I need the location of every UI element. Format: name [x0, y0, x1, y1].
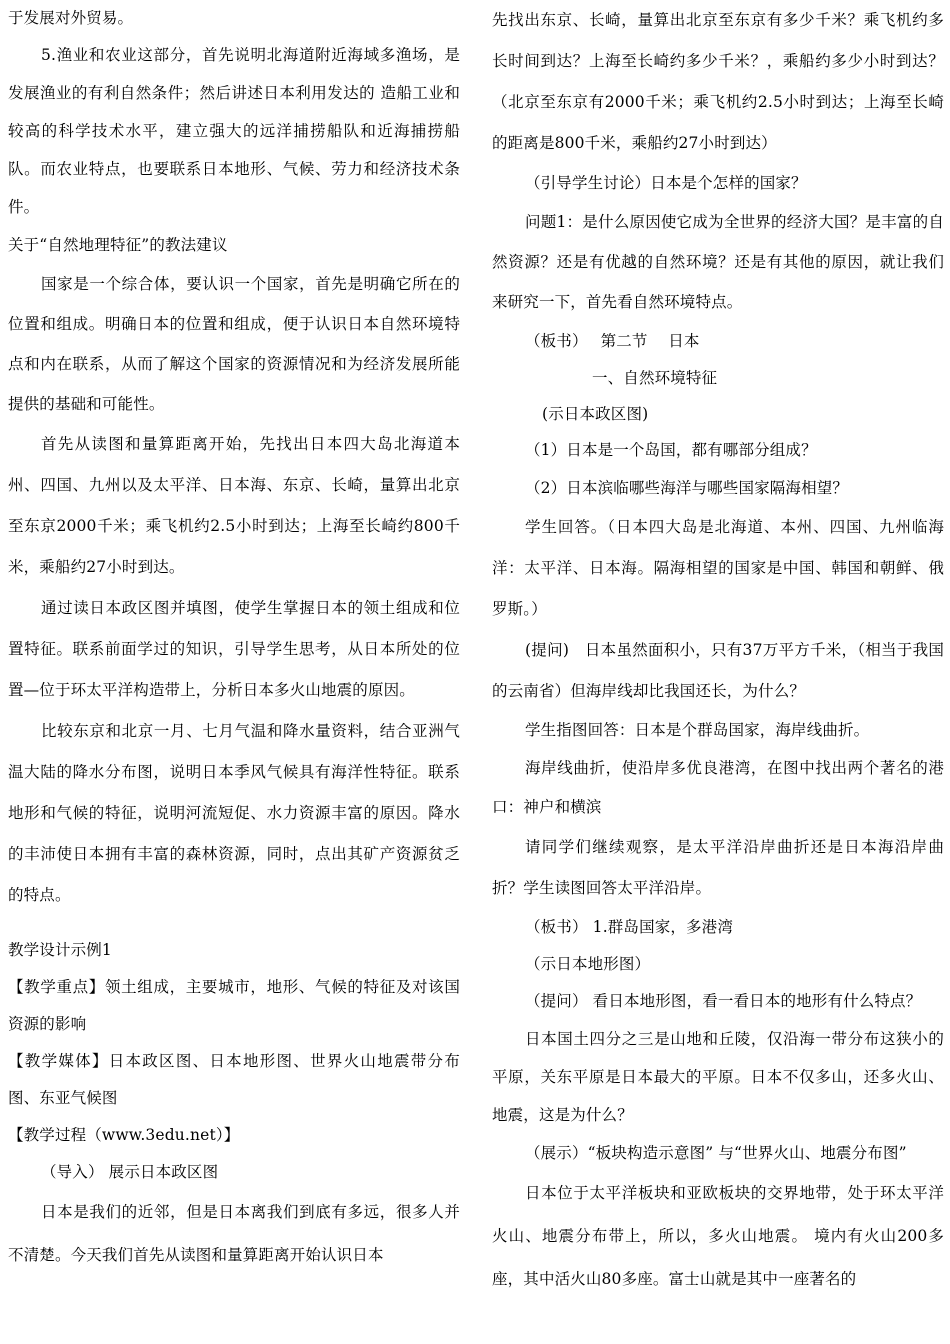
- right-text-column: [492, 0, 944, 1301]
- paragraph: （导入） 展示日本政区图: [41, 1163, 219, 1181]
- paragraph: 5.渔业和农业这部分，首先说明北海道附近海域多渔场，是发展渔业的有利自然条件；然后讲述日本利用发达的 造船工业和较高的科学技术水平，建立强大的远洋捕捞船队和近海捕捞船队。而农业特点，也要联系日本地形、气候、劳力和经济技术条件。: [8, 46, 460, 216]
- paragraph: 比较东京和北京一月、七月气温和降水量资料，结合亚洲气温大陆的降水分布图，说明日本季风气候具有海洋性特征。联系地形和气候的特征，说明河流短促、水力资源丰富的原因。降水的丰沛使日本拥有丰富的森林资源，同时，点出其矿产资源贫乏的特点。: [8, 722, 460, 904]
- paragraph: (提问) 日本虽然面积小，只有37万平方千米，（相当于我国的云南省）但海岸线却比我国还长，为什么？: [492, 641, 944, 700]
- paragraph: 通过读日本政区图并填图，使学生掌握日本的领土组成和位置特征。联系前面学过的知识，引导学生思考，从日本所处的位置—位于环太平洋构造带上，分析日本多火山地震的原因。: [8, 599, 460, 699]
- paragraph: 关于“自然地理特征”的教法建议: [8, 236, 228, 254]
- paragraph: 日本是我们的近邻，但是日本离我们到底有多远，很多人并不清楚。今天我们首先从读图和量算距离开始认识日本: [8, 1203, 460, 1264]
- paragraph: （板书） 第二节 日本: [525, 332, 700, 350]
- paragraph: （1）日本是一个岛国，都有哪部分组成？: [525, 441, 817, 459]
- paragraph: （提问） 看日本地形图，看一看日本的地形有什么特点？: [525, 992, 922, 1010]
- paragraph: 于发展对外贸易。: [8, 9, 134, 27]
- paragraph: （2）日本滨临哪些海洋与哪些国家隔海相望？: [525, 479, 849, 497]
- paragraph: （引导学生讨论）日本是个怎样的国家？: [525, 174, 807, 192]
- paragraph: 日本国土四分之三是山地和丘陵，仅沿海一带分布这狭小的平原，关东平原是日本最大的平原。日本不仅多山，还多火山、地震，这是为什么？: [492, 1030, 944, 1124]
- paragraph: （板书） 1.群岛国家，多港湾: [525, 918, 733, 936]
- paragraph: 首先从读图和量算距离开始，先找出日本四大岛北海道本州、四国、九州以及太平洋、日本海、东京、长崎，量算出北京至东京2000千米；乘飞机约2.5小时到达；上海至长崎约800千米，乘船约27小时到达。: [8, 435, 460, 576]
- paragraph: 日本位于太平洋板块和亚欧板块的交界地带，处于环太平洋火山、地震分布带上，所以，多火山地震。 境内有火山200多座，其中活火山80多座。富士山就是其中一座著名的: [492, 1184, 944, 1288]
- paragraph: 【教学过程（www.3edu.net）】: [8, 1126, 240, 1144]
- paragraph: 先找出东京、长崎，量算出北京至东京有多少千米？乘飞机约多长时间到达？上海至长崎约多少千米？，乘船约多少小时到达？（北京至东京有2000千米；乘飞机约2.5小时到达；上海至长崎的距离是800千米，乘船约27小时到达）: [492, 11, 944, 152]
- paragraph: （示日本地形图）: [525, 955, 651, 973]
- paragraph: 请同学们继续观察，是太平洋沿岸曲折还是日本海沿岸曲折？学生读图回答太平洋沿岸。: [492, 838, 944, 897]
- paragraph: 一、自然环境特征: [592, 369, 718, 387]
- paragraph: 问题1：是什么原因使它成为全世界的经济大国？是丰富的自然资源？还是有优越的自然环境？还是有其他的原因，就让我们来研究一下，首先看自然环境特点。: [492, 213, 944, 311]
- paragraph: 【教学媒体】日本政区图、日本地形图、世界火山地震带分布图、东亚气候图: [8, 1052, 460, 1107]
- paragraph: (示日本政区图): [542, 405, 649, 423]
- paragraph: 教学设计示例1: [8, 941, 112, 959]
- paragraph: 【教学重点】领土组成，主要城市，地形、气候的特征及对该国资源的影响: [8, 978, 460, 1033]
- left-text-column: [8, 0, 460, 1277]
- paragraph: 学生指图回答：日本是个群岛国家，海岸线曲折。: [525, 721, 870, 739]
- paragraph: 海岸线曲折，使沿岸多优良港湾，在图中找出两个著名的港口：神户和横滨: [492, 759, 944, 816]
- paragraph: 国家是一个综合体，要认识一个国家，首先是明确它所在的位置和组成。明确日本的位置和组成，便于认识日本自然环境特点和内在联系，从而了解这个国家的资源情况和为经济发展所能提供的基础和可能性。: [8, 275, 460, 413]
- paragraph: （展示）“板块构造示意图” 与“世界火山、地震分布图”: [525, 1144, 907, 1162]
- paragraph: 学生回答。（日本四大岛是北海道、本州、四国、九州临海洋：太平洋、日本海。隔海相望的国家是中国、韩国和朝鲜、俄罗斯。）: [492, 518, 944, 618]
- paragraph-gap: [8, 916, 460, 932]
